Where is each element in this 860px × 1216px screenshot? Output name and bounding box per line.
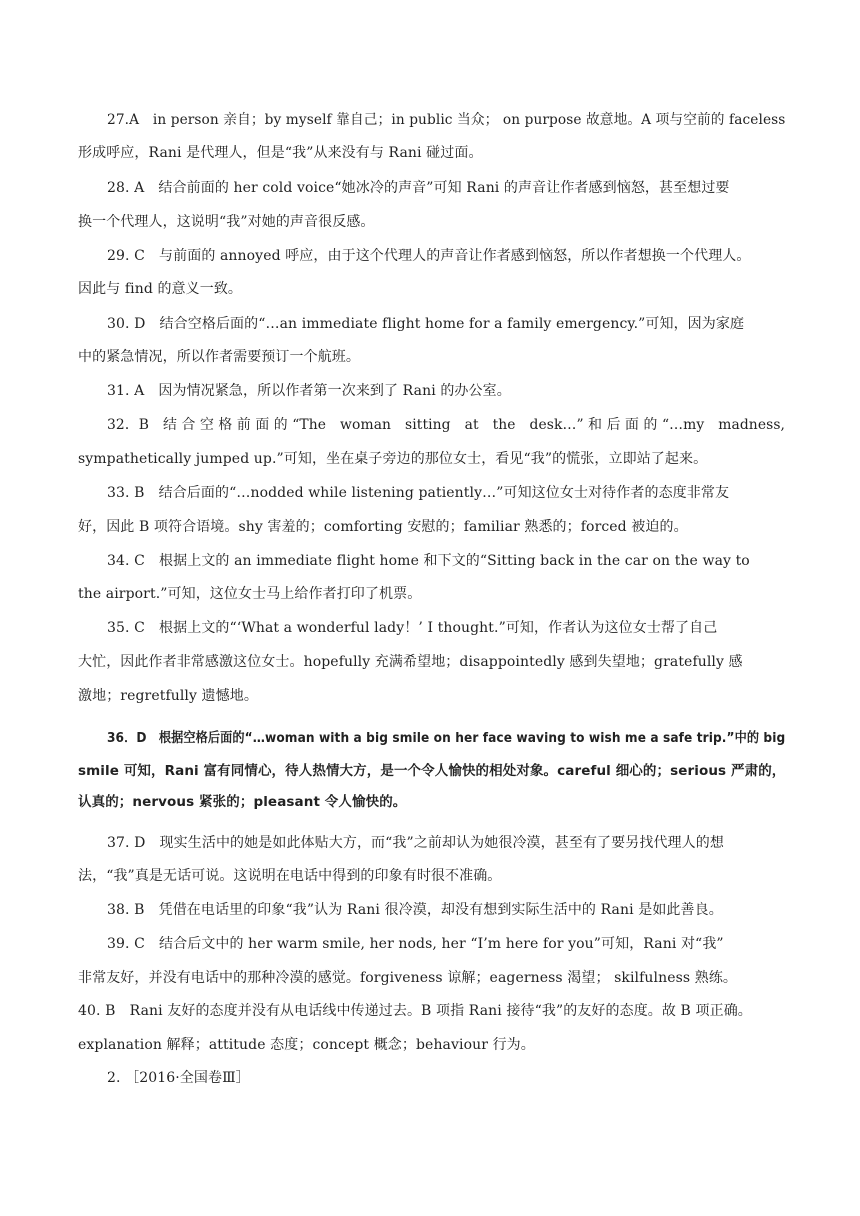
answer-28-line-1: 28. A 结合前面的 her cold voice“她冰冷的声音”可知 Rani 的声音让作者感到恼怒，甚至想过要 [107,180,730,196]
answer-34-line-1: 34. C 根据上文的 an immediate flight home 和下文的“Sitting back in the car on the way to [107,553,750,569]
answer-36-line-2: smile 可知，Rani 富有同情心，待人热情大方，是一个令人愉快的相处对象。careful 细心的；serious 严肃的， [78,763,786,779]
section-heading-2016: 2. ［2016·全国卷Ⅲ］ [107,1070,250,1086]
answer-28-line-2: 换一个代理人，这说明“我”对她的声音很反感。 [78,214,375,230]
answer-27-line-1: 27.A in person 亲自；by myself 靠自己；in public 当众； on purpose 故意地。A 项与空前的 faceless [107,112,786,128]
answer-38-line-1: 38. B 凭借在电话里的印象“我”认为 Rani 很冷漠，却没有想到实际生活中的 Rani 是如此善良。 [107,902,723,918]
answer-37-line-2: 法，“我”真是无话可说。这说明在电话中得到的印象有时很不准确。 [78,868,502,884]
answer-29-line-2: 因此与 find 的意义一致。 [78,281,243,297]
answer-30-line-1: 30. D 结合空格后面的“…an immediate flight home for a family emergency.”可知，因为家庭 [107,316,745,332]
answer-32-line-2: sympathetically jumped up.”可知，坐在桌子旁边的那位女士，看见“我”的慌张，立即站了起来。 [78,451,708,467]
answer-31-line-1: 31. A 因为情况紧急，所以作者第一次来到了 Rani 的办公室。 [107,383,511,399]
answer-36-line-3: 认真的；nervous 紧张的；pleasant 令人愉快的。 [78,794,407,810]
answer-33-line-1: 33. B 结合后面的“…nodded while listening patiently…”可知这位女士对待作者的态度非常友 [107,485,730,501]
answer-40-line-2: explanation 解释；attitude 态度；concept 概念；behaviour 行为。 [78,1037,535,1053]
answer-39-line-1: 39. C 结合后文中的 her warm smile, her nods, her “I’m here for you”可知，Rani 对“我” [107,936,724,952]
answer-34-line-2: the airport.”可知，这位女士马上给作者打印了机票。 [78,586,422,602]
answer-35-line-3: 激地；regretfully 遗憾地。 [78,688,258,704]
answer-37-line-1: 37. D 现实生活中的她是如此体贴大方，而“我”之前却认为她很冷漠，甚至有了要另找代理人的想 [107,835,724,851]
answer-35-line-2: 大忙，因此作者非常感激这位女士。hopefully 充满希望地；disappointedly 感到失望地；gratefully 感 [78,654,743,670]
answer-35-line-1: 35. C 根据上文的“‘What a wonderful lady！’ I thought.”可知，作者认为这位女士帮了自己 [107,620,718,636]
answer-29-line-1: 29. C 与前面的 annoyed 呼应，由于这个代理人的声音让作者感到恼怒，所以作者想换一个代理人。 [107,248,751,264]
answer-39-line-2: 非常友好，并没有电话中的那种冷漠的感觉。forgiveness 谅解；eagerness 渴望； skilfulness 熟练。 [78,970,738,986]
answer-30-line-2: 中的紧急情况，所以作者需要预订一个航班。 [78,349,360,365]
answer-27-line-2: 形成呼应，Rani 是代理人，但是“我”从来没有与 Rani 碰过面。 [78,145,483,161]
answer-36-line-1: 36．D 根据空格后面的“…woman with a big smile on her face waving to wish me a safe trip.”中的 big [107,730,786,746]
answer-40-line-1: 40. B Rani 友好的态度并没有从电话线中传递过去。B 项指 Rani 接待“我”的友好的态度。故 B 项正确。 [78,1003,752,1019]
answer-33-line-2: 好，因此 B 项符合语境。shy 害羞的；comforting 安慰的；familiar 熟悉的；forced 被迫的。 [78,519,688,535]
answer-32-line-1: 32．B 结 合 空 格 前 面 的 “The woman sitting at the desk…” 和 后 面 的 “…my madness, [107,417,786,433]
